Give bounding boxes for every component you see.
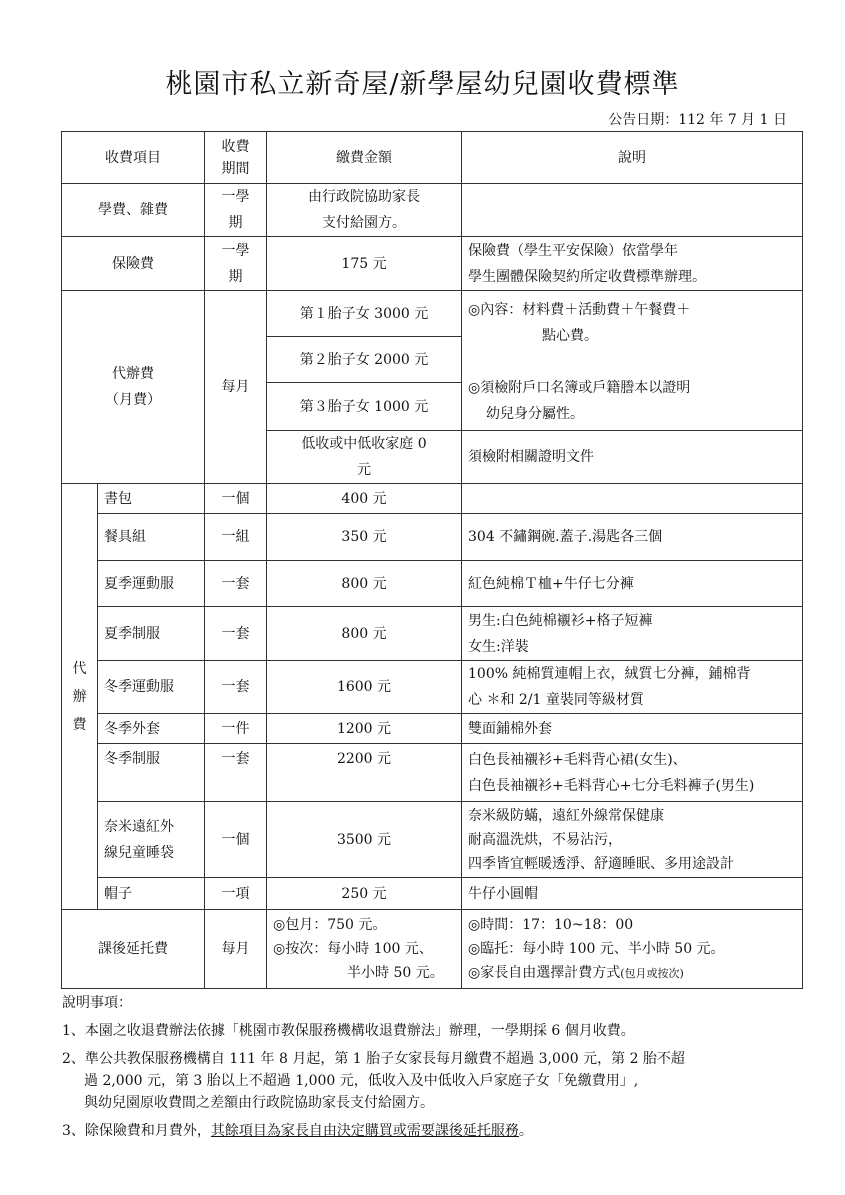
agency-item-name: 帽子 xyxy=(98,878,205,910)
table-row-agency-3 xyxy=(62,607,803,661)
notes-heading: 說明事項： xyxy=(62,995,132,1011)
agency-item-amount: 400 元 xyxy=(267,484,462,514)
agency-item-name: 書包 xyxy=(98,484,205,514)
agency-item-name: 夏季制服 xyxy=(98,607,205,661)
note-2: 2、準公共教保服務機構自 111 年 8 月起，第 1 胎子女家長每月繳費不超過 3,000 元，第 2 胎不超 過 2,000 元，第 3 胎以上不超過 1,000 元，低收入及中低收入戶家庭子女「免繳費用」, 與幼兒園原收費間之差額由行政院協助家長支付給園方。 xyxy=(62,1051,685,1111)
table-row-afterschool xyxy=(62,910,803,989)
afterschool-note: ◎時間：17：10~18：00 ◎臨托：每小時 100 元、半小時 50 元。 ◎家長自由選擇計費方式(包月或按次) xyxy=(462,910,803,989)
agency-item-period: 一套 xyxy=(205,607,267,661)
agency-item-period: 一套 xyxy=(205,661,267,714)
monthly-child-3: 第３胎子女 1000 元 xyxy=(267,383,462,431)
table-row-agency-8 xyxy=(62,878,803,910)
agency-item-note: 奈米級防蟎，遠紅外線常保健康 耐高溫洗烘，不易沾污， 四季皆宜輕暖透淨、舒適睡眠、多用途設計 xyxy=(462,802,803,878)
agency-item-note xyxy=(462,484,803,514)
agency-item-period: 一件 xyxy=(205,714,267,744)
agency-item-name: 奈米遠紅外 線兒童睡袋 xyxy=(98,802,205,878)
table-row-agency-5 xyxy=(62,714,803,744)
agency-item-name: 冬季外套 xyxy=(98,714,205,744)
table-row-agency-6 xyxy=(62,744,803,802)
table-header-row xyxy=(62,132,803,184)
agency-item-note: 雙面鋪棉外套 xyxy=(462,714,803,744)
agency-item-name: 夏季運動服 xyxy=(98,561,205,607)
announce-date: 公告日期：112 年 7 月 1 日 xyxy=(608,112,787,128)
agency-item-note: 男生:白色純棉襯衫+格子短褲 女生:洋裝 xyxy=(462,607,803,661)
fee-table xyxy=(61,131,803,989)
insurance-item: 保險費 xyxy=(62,237,205,291)
agency-item-amount: 1600 元 xyxy=(267,661,462,714)
monthly-period: 每月 xyxy=(205,291,267,484)
afterschool-item: 課後延托費 xyxy=(62,910,205,989)
agency-item-period: 一套 xyxy=(205,744,267,802)
note-3: 3、除保險費和月費外，其餘項目為家長自由決定購買或需要課後延托服務。 xyxy=(62,1123,533,1139)
note-1: 1、本園之收退費辦法依據「桃園市教保服務機構收退費辦法」辦理，一學期採 6 個月收費。 xyxy=(62,1023,635,1039)
agency-item-amount: 800 元 xyxy=(267,561,462,607)
agency-item-note: 紅色純棉Ｔ桖+牛仔七分褲 xyxy=(462,561,803,607)
tuition-note xyxy=(462,184,803,237)
insurance-note: 保險費（學生平安保險）依當學年 學生團體保險契約所定收費標準辦理。 xyxy=(462,237,803,291)
monthly-item: 代辦費 （月費） xyxy=(62,291,205,484)
tuition-period: 一學 期 xyxy=(205,184,267,237)
table-row-agency-7 xyxy=(62,802,803,878)
monthly-note-proof: 須檢附相關證明文件 xyxy=(462,431,803,484)
agency-item-note: 白色長袖襯衫+毛料背心裙(女生)、 白色長袖襯衫+毛料背心+七分毛料褲子(男生) xyxy=(462,744,803,802)
agency-item-period: 一個 xyxy=(205,802,267,878)
monthly-child-1: 第１胎子女 3000 元 xyxy=(267,291,462,337)
insurance-period: 一學 期 xyxy=(205,237,267,291)
monthly-low-income: 低收或中低收家庭 0 元 xyxy=(267,431,462,484)
notes-section xyxy=(62,992,822,1148)
agency-item-amount: 3500 元 xyxy=(267,802,462,878)
agency-item-note: 304 不鏽鋼碗.蓋子.湯匙各三個 xyxy=(462,514,803,561)
agency-item-name: 冬季運動服 xyxy=(98,661,205,714)
agency-item-amount: 2200 元 xyxy=(267,744,462,802)
agency-item-name: 餐具組 xyxy=(98,514,205,561)
page-title: 桃園市私立新奇屋/新學屋幼兒園收費標準 xyxy=(165,69,680,100)
agency-item-note: 牛仔小圓帽 xyxy=(462,878,803,910)
agency-item-period: 一項 xyxy=(205,878,267,910)
header-period: 收費 期間 xyxy=(205,132,267,184)
afterschool-period: 每月 xyxy=(205,910,267,989)
agency-item-amount: 800 元 xyxy=(267,607,462,661)
table-row-agency-0 xyxy=(62,484,803,514)
afterschool-amount: ◎包月：750 元。 ◎按次：每小時 100 元、 半小時 50 元。 xyxy=(267,910,462,989)
agency-item-period: 一套 xyxy=(205,561,267,607)
table-row-insurance xyxy=(62,237,803,291)
tuition-amount: 由行政院協助家長 支付給園方。 xyxy=(267,184,462,237)
header-note: 說明 xyxy=(462,132,803,184)
agency-item-note: 100% 純棉質連帽上衣，絨質七分褲，鋪棉背 心 ＊和 2/1 童裝同等級材質 xyxy=(462,661,803,714)
table-row-monthly-1 xyxy=(62,291,803,337)
table-row-tuition xyxy=(62,184,803,237)
agency-item-name: 冬季制服 xyxy=(98,744,205,802)
insurance-amount: 175 元 xyxy=(267,237,462,291)
agency-item-period: 一組 xyxy=(205,514,267,561)
monthly-note: ◎內容：材料費＋活動費＋午餐費＋ 點心費。 ◎須檢附戶口名簿或戶籍謄本以證明 幼兒身分屬性。 xyxy=(462,291,803,431)
table-row-agency-4 xyxy=(62,661,803,714)
header-amount: 繳費金額 xyxy=(267,132,462,184)
agency-label: 代 辦 費 xyxy=(62,484,98,910)
tuition-item: 學費、雜費 xyxy=(62,184,205,237)
table-row-agency-2 xyxy=(62,561,803,607)
agency-item-amount: 250 元 xyxy=(267,878,462,910)
agency-item-amount: 1200 元 xyxy=(267,714,462,744)
agency-item-amount: 350 元 xyxy=(267,514,462,561)
monthly-child-2: 第２胎子女 2000 元 xyxy=(267,337,462,383)
header-item: 收費項目 xyxy=(62,132,205,184)
table-row-agency-1 xyxy=(62,514,803,561)
agency-item-period: 一個 xyxy=(205,484,267,514)
